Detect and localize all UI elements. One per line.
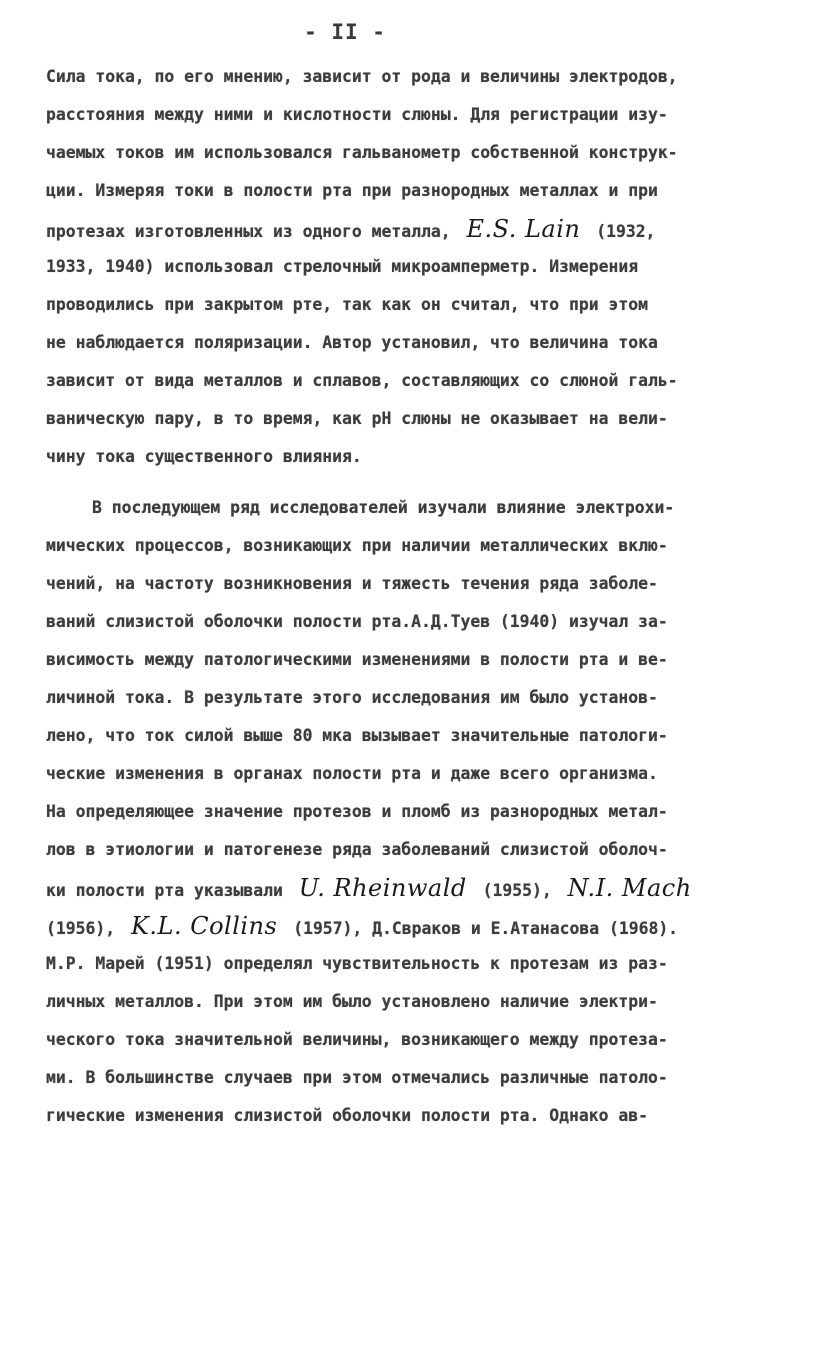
text-line: ми. В большинстве случаев при этом отмечались различные патоло-	[46, 1068, 668, 1087]
handwritten-author-name: E.S. Lain	[466, 215, 581, 243]
text-line: не наблюдается поляризации. Автор установил, что величина тока	[46, 333, 658, 352]
text-line: проводились при закрытом рте, так как он считал, что при этом	[46, 295, 648, 314]
text-segment: ки полости рта указывали	[46, 881, 283, 900]
text-line: личиной тока. В результате этого исследования им было установ-	[46, 688, 658, 707]
text-line: расстояния между ними и кислотности слюны. Для регистрации изу-	[46, 105, 668, 124]
text-line: 1933, 1940) использовал стрелочный микроамперметр. Измерения	[46, 257, 639, 276]
text-line: ческого тока значительной величины, возникающего между протеза-	[46, 1030, 668, 1049]
text-segment: (1932,	[596, 222, 656, 241]
text-line: чину тока существенного влияния.	[46, 447, 362, 466]
text-segment: (1956),	[46, 919, 116, 938]
text-line: ческие изменения в органах полости рта и даже всего организма.	[46, 764, 658, 783]
text-line	[46, 210, 786, 248]
text-segment: протезах изготовленных из одного металла,	[46, 222, 451, 241]
text-line: лено, что ток силой выше 80 мка вызывает значительные патологи-	[46, 726, 668, 745]
document-body	[46, 58, 786, 1135]
text-segment: (1955),	[482, 881, 552, 900]
text-segment: (1957), Д.Свраков и Е.Атанасова (1968).	[293, 919, 679, 938]
text-line: висимость между патологическими изменениями в полости рта и ве-	[46, 650, 668, 669]
text-line: Сила тока, по его мнению, зависит от рода и величины электродов,	[46, 67, 678, 86]
text-line	[46, 869, 786, 907]
text-line: ваний слизистой оболочки полости рта.А.Д.Туев (1940) изучал за-	[46, 612, 668, 631]
text-line: ваническую пару, в то время, как рН слюны не оказывает на вели-	[46, 409, 668, 428]
text-line: В последующем ряд исследователей изучали влияние электрохи-	[92, 498, 675, 517]
text-line: чений, на частоту возникновения и тяжесть течения ряда заболе-	[46, 574, 658, 593]
handwritten-author-name: N.I. Mach	[567, 874, 692, 902]
text-line	[46, 907, 786, 945]
paragraph-1	[46, 58, 786, 476]
handwritten-author-name: K.L. Collins	[130, 912, 278, 940]
text-line: лов в этиологии и патогенезе ряда заболеваний слизистой оболоч-	[46, 840, 668, 859]
paragraph-2	[46, 489, 786, 1135]
text-line: чаемых токов им использовался гальванометр собственной конструк-	[46, 143, 678, 162]
text-line: мических процессов, возникающих при наличии металлических вклю-	[46, 536, 668, 555]
text-line: М.Р. Марей (1951) определял чувствительность к протезам из раз-	[46, 954, 668, 973]
text-line: гические изменения слизистой оболочки полости рта. Однако ав-	[46, 1106, 648, 1125]
text-line: ции. Измеряя токи в полости рта при разнородных металлах и при	[46, 181, 658, 200]
text-line: На определяющее значение протезов и пломб из разнородных метал-	[46, 802, 668, 821]
handwritten-author-name: U. Rheinwald	[298, 874, 467, 902]
page-number: - II -	[304, 20, 386, 44]
text-line: зависит от вида металлов и сплавов, составляющих со слюной галь-	[46, 371, 678, 390]
text-line: личных металлов. При этом им было установлено наличие электри-	[46, 992, 658, 1011]
